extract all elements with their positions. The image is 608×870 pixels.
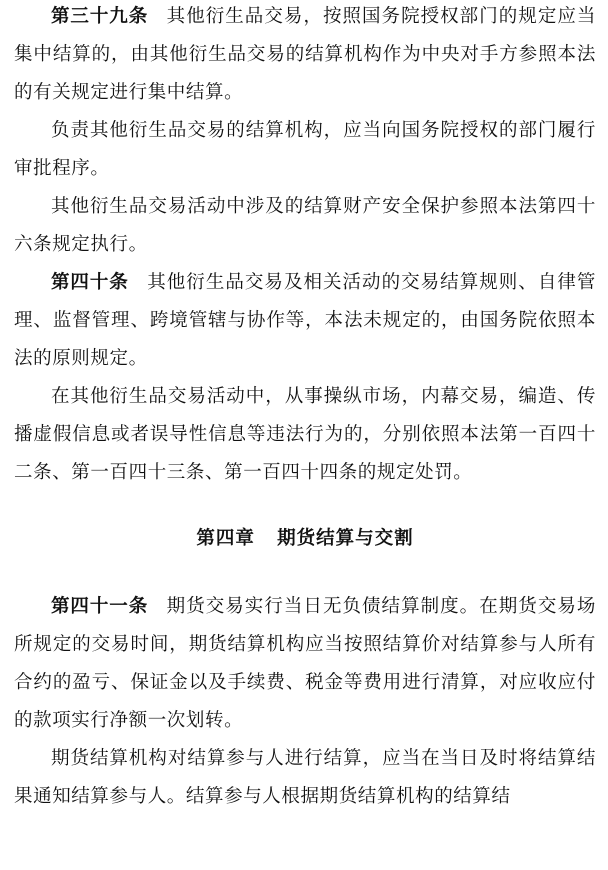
article-40-text-2: 在其他衍生品交易活动中，从事操纵市场，内幕交易，编造、传播虚假信息或者误导性信息等违法行为的，分别依照本法第一百四十二条、第一百四十三条、第一百四十四条的规定处罚。 <box>14 386 596 483</box>
article-41-number: 第四十一条 <box>51 596 149 617</box>
article-41-text-1: 期货交易实行当日无负债结算制度。在期货交易场所规定的交易时间，期货结算机构应当按照结算价对结算参与人所有合约的盈亏、保证金以及手续费、税金等费用进行清算，对应收应付的款项实行净额一次划转。 <box>14 596 596 731</box>
article-39-text-1: 其他衍生品交易，按照国务院授权部门的规定应当集中结算的，由其他衍生品交易的结算机构作为中央对手方参照本法的有关规定进行集中结算。 <box>14 6 596 103</box>
chapter-spacer-bottom <box>14 558 596 588</box>
article-41-text-2: 期货结算机构对结算参与人进行结算，应当在当日及时将结算结果通知结算参与人。结算参与人根据期货结算机构的结算结 <box>14 748 596 807</box>
article-39-text-3: 其他衍生品交易活动中涉及的结算财产安全保护参照本法第四十六条规定执行。 <box>14 196 596 255</box>
article-39-paragraph-2 <box>14 112 596 188</box>
article-39-paragraph-3 <box>14 188 596 264</box>
chapter-title: 期货结算与交割 <box>277 528 414 549</box>
article-39-text-2: 负责其他衍生品交易的结算机构，应当向国务院授权的部门履行审批程序。 <box>14 120 596 179</box>
chapter-number: 第四章 <box>196 528 255 549</box>
article-41-paragraph-2 <box>14 740 596 816</box>
article-41-paragraph-1 <box>14 588 596 740</box>
article-40-number: 第四十条 <box>51 272 129 293</box>
article-40-paragraph-2 <box>14 378 596 492</box>
article-39-number: 第三十九条 <box>51 6 149 27</box>
chapter-spacer-top <box>14 492 596 520</box>
article-40-paragraph-1 <box>14 264 596 378</box>
article-39-paragraph-1 <box>14 0 596 112</box>
chapter-heading <box>14 520 596 558</box>
document-page <box>14 0 596 816</box>
article-40-text-1: 其他衍生品交易及相关活动的交易结算规则、自律管理、监督管理、跨境管辖与协作等，本法未规定的，由国务院依照本法的原则规定。 <box>14 272 596 369</box>
